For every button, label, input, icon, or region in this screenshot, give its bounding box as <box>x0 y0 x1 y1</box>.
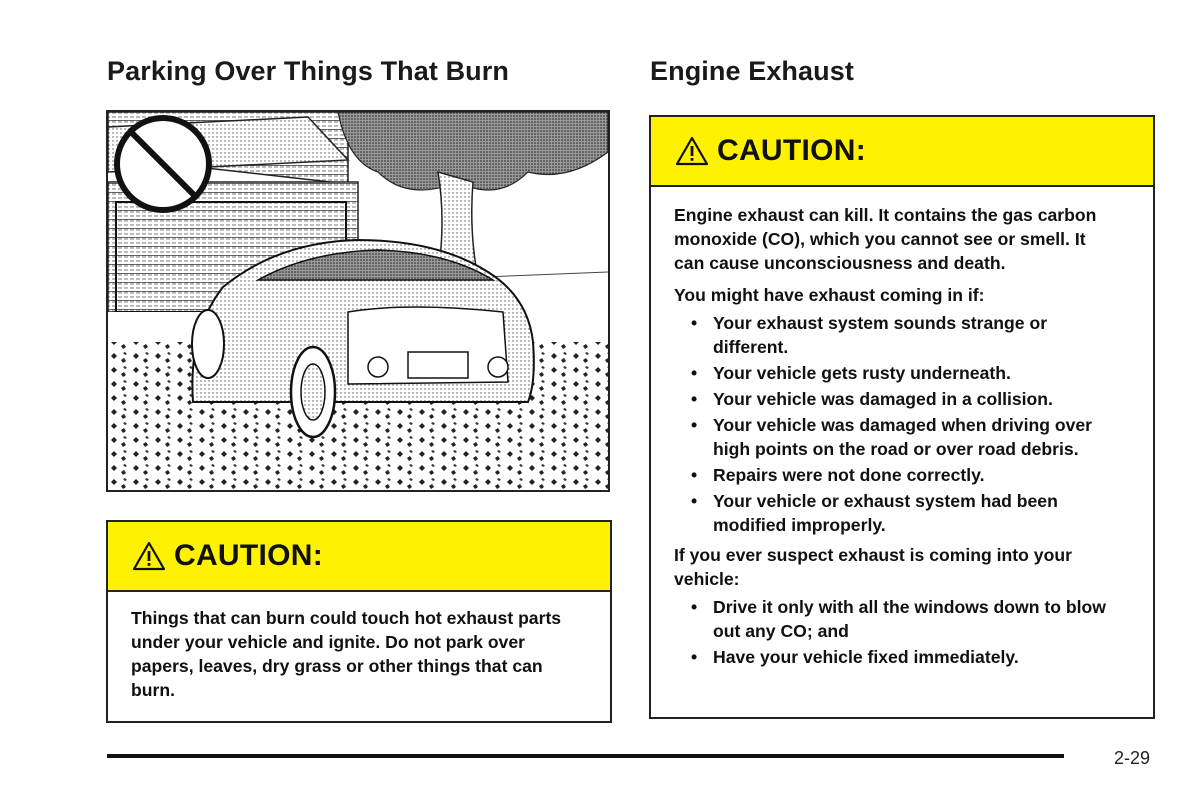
caution-header <box>651 117 1153 187</box>
list-item: • Your exhaust system sounds strange or different. <box>691 313 1048 357</box>
caution-header <box>108 522 610 592</box>
parking-illustration <box>106 110 610 492</box>
list-item: • Your vehicle was damaged in a collision. <box>691 389 1053 409</box>
exhaust-signs-list <box>674 311 1129 537</box>
list-item: • Drive it only with all the windows down to blow out any CO; and <box>691 597 1106 641</box>
caution-intro: Engine exhaust can kill. It contains the gas carbon monoxide (CO), which you cannot see or smell. It can cause unconsciousness and death. <box>674 205 1097 273</box>
warning-triangle-icon <box>132 541 166 571</box>
warning-triangle-icon <box>675 136 709 166</box>
caution-body <box>651 187 1153 669</box>
list-item: • Your vehicle was damaged when driving over high points on the road or over road debris. <box>691 415 1093 459</box>
caution-body <box>108 592 610 702</box>
parking-caution-box <box>106 520 612 723</box>
caution-title: CAUTION: <box>717 134 867 167</box>
exhaust-actions-list <box>674 595 1129 669</box>
list-item: • Your vehicle or exhaust system had been modified improperly. <box>691 491 1058 535</box>
section-heading-engine-exhaust: Engine Exhaust <box>650 56 854 86</box>
page-number: 2-29 <box>1114 748 1151 768</box>
list-lead: If you ever suspect exhaust is coming into your vehicle: <box>674 545 1072 589</box>
prohibition-icon <box>117 118 209 210</box>
footer-rule <box>107 754 1064 758</box>
list-lead: You might have exhaust coming in if: <box>674 285 985 305</box>
list-item: • Have your vehicle fixed immediately. <box>691 647 1019 667</box>
exhaust-caution-box <box>649 115 1155 719</box>
caution-text: Things that can burn could touch hot exhaust parts under your vehicle and ignite. Do not park over papers, leaves, dry grass or other things that can burn. <box>131 608 562 700</box>
section-heading-parking: Parking Over Things That Burn <box>107 56 509 86</box>
list-item: • Repairs were not done correctly. <box>691 465 985 485</box>
caution-title: CAUTION: <box>174 539 324 572</box>
list-item: • Your vehicle gets rusty underneath. <box>691 363 1011 383</box>
